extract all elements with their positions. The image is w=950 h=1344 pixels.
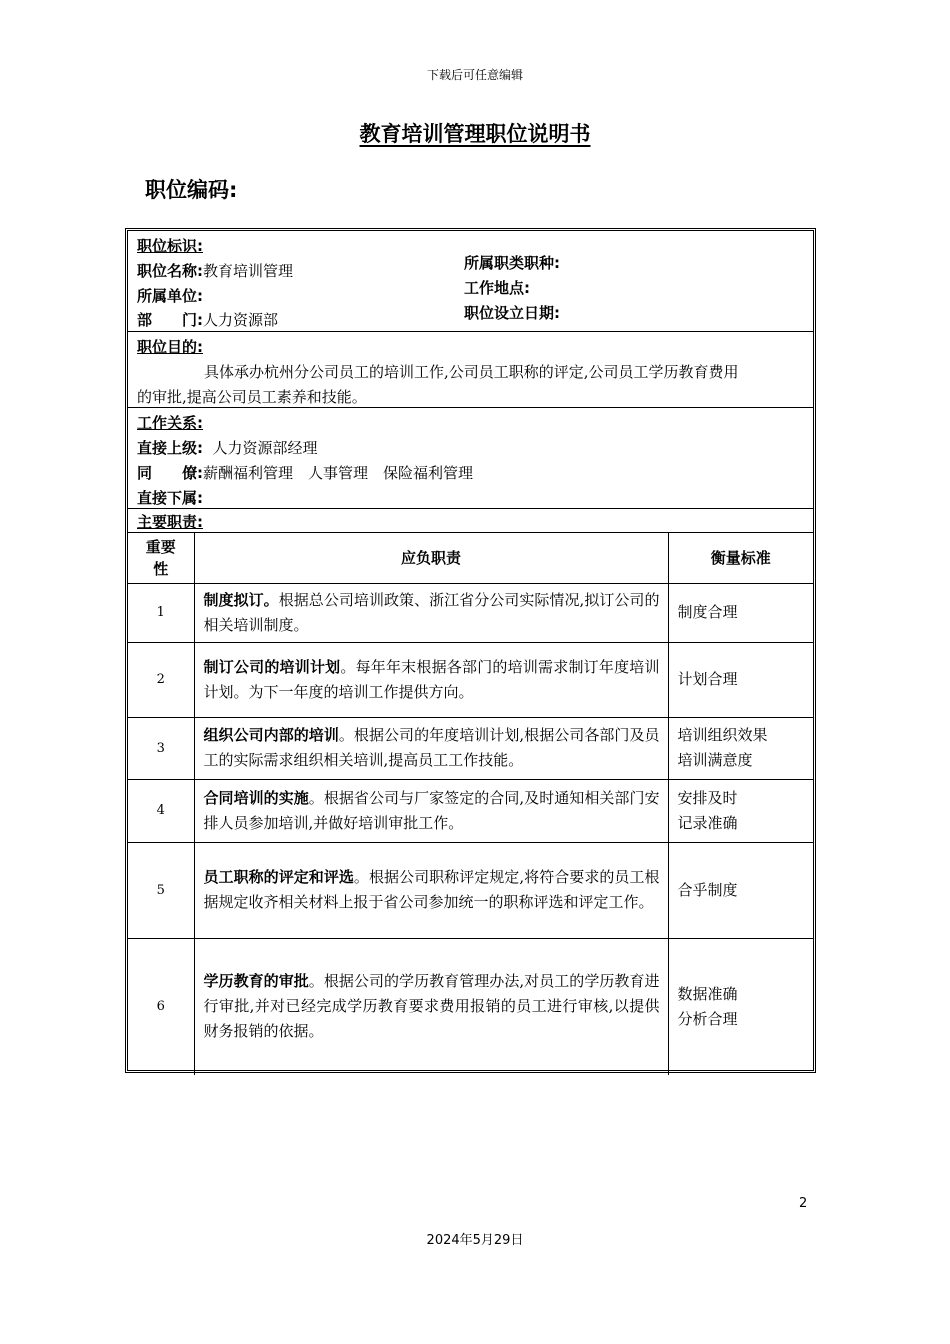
identification-heading: 职位标识:	[137, 237, 203, 255]
purpose-text-line-1: 具体承办杭州分公司员工的培训工作,公司员工职称的评定,公司员工学历教育费用	[204, 363, 739, 381]
importance-value: 3	[128, 717, 194, 779]
importance-value: 6	[128, 938, 194, 1075]
duty-description: 员工职称的评定和评选。根据公司职称评定规定,将符合要求的员工根据规定收齐相关材料上报于省公司参加统一的职称评选和评定工作。	[194, 842, 668, 938]
job-category-label: 所属职类职种:	[464, 254, 560, 272]
subordinate-label: 直接下属:	[137, 489, 203, 507]
measurement-standard: 合乎制度	[668, 842, 813, 938]
table-row	[128, 642, 813, 717]
table-row	[128, 583, 813, 642]
standard-header: 衡量标准	[668, 533, 813, 583]
peers-label: 同 僚:	[137, 464, 203, 482]
superior-value: 人力资源部经理	[212, 439, 318, 457]
measurement-standard: 培训组织效果 培训满意度	[668, 717, 813, 779]
superior-row	[137, 437, 318, 458]
measurement-standard: 数据准确 分析合理	[668, 938, 813, 1075]
duty-description: 制订公司的培训计划。每年年末根据各部门的培训需求制订年度培训计划。为下一年度的培训工作提供方向。	[194, 642, 668, 717]
identification-section	[128, 231, 813, 332]
header-note: 下载后可任意编辑	[426, 68, 523, 82]
importance-header: 重要性	[128, 533, 194, 583]
department-row	[137, 309, 278, 330]
job-description-table	[125, 228, 816, 1073]
importance-value: 2	[128, 642, 194, 717]
peers-row	[137, 462, 473, 483]
peers-value: 薪酬福利管理 人事管理 保险福利管理	[203, 464, 474, 482]
table-row	[128, 717, 813, 779]
footer-date: 2024年5月29日	[426, 1233, 524, 1248]
table-row	[128, 938, 813, 1075]
importance-value: 4	[128, 779, 194, 842]
measurement-standard: 安排及时 记录准确	[668, 779, 813, 842]
purpose-section	[128, 332, 813, 408]
importance-value: 1	[128, 583, 194, 642]
duties-heading-row	[128, 509, 813, 533]
measurement-standard: 计划合理	[668, 642, 813, 717]
page-number: 2	[799, 1196, 808, 1211]
document-title: 教育培训管理职位说明书	[359, 122, 591, 146]
department-value: 人力资源部	[203, 311, 279, 329]
measurement-standard: 制度合理	[668, 583, 813, 642]
superior-label: 直接上级:	[137, 439, 203, 457]
unit-label: 所属单位:	[137, 287, 203, 305]
position-code-label: 职位编码:	[145, 178, 238, 202]
relations-heading: 工作关系:	[137, 414, 203, 432]
duty-description: 制度拟订。根据总公司培训政策、浙江省分公司实际情况,拟订公司的相关培训制度。	[194, 583, 668, 642]
position-name-value: 教育培训管理	[203, 262, 294, 280]
duty-description: 学历教育的审批。根据公司的学历教育管理办法,对员工的学历教育进行审批,并对已经完成学历教育要求费用报销的员工进行审核,以提供财务报销的依据。	[194, 938, 668, 1075]
work-relations-section	[128, 408, 813, 509]
importance-value: 5	[128, 842, 194, 938]
duty-description: 合同培训的实施。根据省公司与厂家签定的合同,及时通知相关部门安排人员参加培训,并做好培训审批工作。	[194, 779, 668, 842]
table-row	[128, 842, 813, 938]
purpose-heading: 职位目的:	[137, 338, 203, 356]
duty-header: 应负职责	[194, 533, 668, 583]
table-row	[128, 779, 813, 842]
established-date-label: 职位设立日期:	[464, 304, 560, 322]
department-label: 部 门:	[137, 311, 203, 329]
duties-heading: 主要职责:	[137, 513, 203, 531]
duties-table	[128, 533, 813, 1075]
duties-header-row	[128, 533, 813, 583]
duty-description: 组织公司内部的培训。根据公司的年度培训计划,根据公司各部门及员工的实际需求组织相关培训,提高员工工作技能。	[194, 717, 668, 779]
purpose-text-line-2: 的审批,提高公司员工素养和技能。	[137, 388, 367, 406]
position-name-label: 职位名称:	[137, 262, 203, 280]
position-name-row	[137, 260, 293, 281]
work-location-label: 工作地点:	[464, 279, 530, 297]
